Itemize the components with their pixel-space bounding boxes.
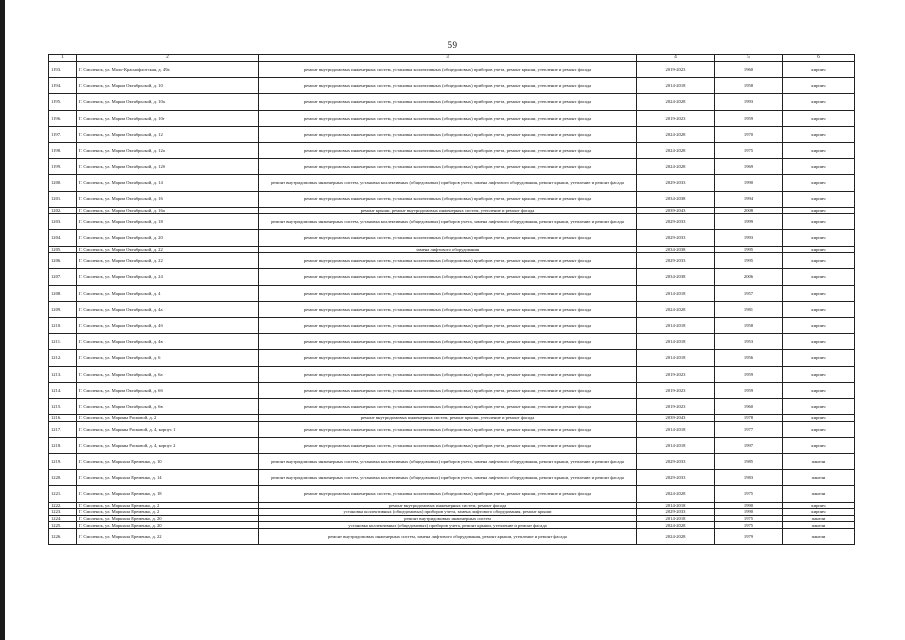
- header-row: [49, 55, 855, 62]
- column-header: 4: [637, 55, 715, 62]
- table-row: [49, 382, 855, 398]
- row-number: 1196.: [49, 110, 77, 126]
- works-cell: ремонт внутридомовых инженерных систем, ремонт фасада: [259, 502, 637, 509]
- address-cell: Г. Смоленск, ул. Марии Октябрьской, д. 10: [77, 78, 259, 94]
- material-cell: кирпич: [783, 246, 855, 253]
- row-number: 1195.: [49, 94, 77, 110]
- row-number: 1193.: [49, 62, 77, 78]
- table-row: [49, 94, 855, 110]
- works-cell: ремонт внутридомовых инженерных систем, установка коллективных (общедомовых) приборов учета, ремонт крыши, утепление и ремонт фасада: [259, 159, 637, 175]
- period-cell: 2019-2023: [637, 110, 715, 126]
- table-row: [49, 207, 855, 214]
- works-cell: установка коллективных (общедомовых) приборов учета, ремонт крыши, утепление и ремонт фасада: [259, 522, 637, 529]
- works-cell: ремонт внутридомовых инженерных систем, установка коллективных (общедомовых) приборов учета, ремонт крыши, утепление и ремонт фасада: [259, 486, 637, 502]
- year-cell: 1959: [715, 110, 783, 126]
- table-row: [49, 301, 855, 317]
- row-number: 1197.: [49, 126, 77, 142]
- period-cell: 2014-2018: [637, 515, 715, 522]
- period-cell: 2014-2018: [637, 334, 715, 350]
- material-cell: панели: [783, 522, 855, 529]
- row-number: 1201.: [49, 191, 77, 207]
- period-cell: 2024-2028: [637, 529, 715, 545]
- row-number: 1208.: [49, 285, 77, 301]
- address-cell: Г. Смоленск, ул. Марины Расковой, д. 4, корпус 2: [77, 437, 259, 453]
- page-number: 59: [447, 40, 458, 50]
- material-cell: панели: [783, 529, 855, 545]
- works-cell: ремонт внутридомовых инженерных систем, установка коллективных (общедомовых) приборов учета, ремонт крыши, утепление и ремонт фасада: [259, 142, 637, 158]
- column-header: 5: [715, 55, 783, 62]
- table-row: [49, 437, 855, 453]
- scan-edge: [0, 0, 5, 640]
- row-number: 1222.: [49, 502, 77, 509]
- material-cell: кирпич: [783, 398, 855, 414]
- year-cell: 1990: [715, 175, 783, 191]
- row-number: 1213.: [49, 366, 77, 382]
- year-cell: 1993: [715, 94, 783, 110]
- address-cell: Г. Смоленск, ул. Марии Октябрьской, д. 16: [77, 191, 259, 207]
- table-row: [49, 269, 855, 285]
- column-header: 3: [259, 55, 637, 62]
- period-cell: 2039-2043: [637, 207, 715, 214]
- row-number: 1223.: [49, 509, 77, 516]
- row-number: 1203.: [49, 214, 77, 230]
- period-cell: 2029-2033: [637, 509, 715, 516]
- table-row: [49, 230, 855, 246]
- table-row: [49, 318, 855, 334]
- period-cell: 2029-2033: [637, 175, 715, 191]
- address-cell: Г. Смоленск, ул. Маршала Еременко, д. 20: [77, 522, 259, 529]
- works-cell: ремонт внутридомовых инженерных систем, установка коллективных (общедомовых) приборов учета, ремонт крыши, утепление и ремонт фасада: [259, 230, 637, 246]
- address-cell: Г. Смоленск, ул. Марии Октябрьской, д. 14: [77, 175, 259, 191]
- works-cell: ремонт внутридомовых инженерных систем, установка коллективных (общедомовых) приборов учета, ремонт крыши, утепление и ремонт фасада: [259, 285, 637, 301]
- table-row: [49, 191, 855, 207]
- material-cell: кирпич: [783, 159, 855, 175]
- year-cell: 1969: [715, 159, 783, 175]
- address-cell: Г. Смоленск, ул. Марии Октябрьской, д. 4: [77, 285, 259, 301]
- row-number: 1220.: [49, 470, 77, 486]
- material-cell: кирпич: [783, 285, 855, 301]
- year-cell: 1997: [715, 437, 783, 453]
- material-cell: кирпич: [783, 78, 855, 94]
- period-cell: 2019-2023: [637, 398, 715, 414]
- column-header: 1: [49, 55, 77, 62]
- address-cell: Г. Смоленск, ул. Марии Октябрьской, д. 22: [77, 253, 259, 269]
- year-cell: 1981: [715, 301, 783, 317]
- period-cell: 2014-2018: [637, 502, 715, 509]
- year-cell: 1958: [715, 78, 783, 94]
- material-cell: кирпич: [783, 318, 855, 334]
- works-cell: ремонт внутридомовых инженерных систем, установка коллективных (общедомовых) приборов учета, замена лифтового оборудования, ремонт крыши, утепление и ремонт фасада: [259, 175, 637, 191]
- address-cell: Г. Смоленск, ул. Марии Октябрьской, д. 4а: [77, 301, 259, 317]
- period-cell: 2034-2038: [637, 246, 715, 253]
- address-cell: Г. Смоленск, ул. Марии Октябрьской, д. 10г: [77, 110, 259, 126]
- row-number: 1205.: [49, 246, 77, 253]
- table-row: [49, 522, 855, 529]
- row-number: 1207.: [49, 269, 77, 285]
- table-row: [49, 285, 855, 301]
- works-cell: ремонт внутридомовых инженерных систем, установка коллективных (общедомовых) приборов учета, ремонт крыши, утепление и ремонт фасада: [259, 191, 637, 207]
- address-cell: Г. Смоленск, ул. Марии Октябрьской, д. 12: [77, 126, 259, 142]
- year-cell: 1970: [715, 126, 783, 142]
- period-cell: 2029-2033: [637, 253, 715, 269]
- table-row: [49, 415, 855, 422]
- works-cell: ремонт внутридомовых инженерных систем, установка коллективных (общедомовых) приборов учета, ремонт крыши, утепление и ремонт фасада: [259, 366, 637, 382]
- year-cell: 1953: [715, 334, 783, 350]
- table-row: [49, 110, 855, 126]
- period-cell: 2024-2028: [637, 94, 715, 110]
- table-row: [49, 398, 855, 414]
- period-cell: 2019-2023: [637, 366, 715, 382]
- period-cell: 2019-2023: [637, 62, 715, 78]
- year-cell: 1999: [715, 214, 783, 230]
- address-cell: Г. Смоленск, ул. Маршала Еременко, д. 2: [77, 509, 259, 516]
- row-number: 1202.: [49, 207, 77, 214]
- period-cell: 2029-2033: [637, 454, 715, 470]
- material-cell: кирпич: [783, 366, 855, 382]
- year-cell: 1990: [715, 509, 783, 516]
- works-cell: ремонт внутридомовых инженерных систем, установка коллективных (общедомовых) приборов учета, ремонт крыши, утепление и ремонт фасада: [259, 421, 637, 437]
- period-cell: 2024-2028: [637, 159, 715, 175]
- table-row: [49, 142, 855, 158]
- period-cell: 2034-2038: [637, 269, 715, 285]
- table-row: [49, 509, 855, 516]
- year-cell: 2008: [715, 207, 783, 214]
- year-cell: 1977: [715, 421, 783, 437]
- works-cell: ремонт внутридомовых инженерных систем, установка коллективных (общедомовых) приборов учета, ремонт крыши, утепление и ремонт фасада: [259, 126, 637, 142]
- row-number: 1210.: [49, 318, 77, 334]
- address-cell: Г. Смоленск, ул. Мало-Краснофлотская, д. 49а: [77, 62, 259, 78]
- year-cell: 1959: [715, 366, 783, 382]
- year-cell: 1975: [715, 486, 783, 502]
- material-cell: панели: [783, 454, 855, 470]
- address-cell: Г. Смоленск, ул. Марии Октябрьской, д. 18: [77, 214, 259, 230]
- address-cell: Г. Смоленск, ул. Марии Октябрьской, д. 4б: [77, 318, 259, 334]
- works-cell: ремонт внутридомовых инженерных систем, установка коллективных (общедомовых) приборов учета, ремонт крыши, утепление и ремонт фасада: [259, 110, 637, 126]
- works-cell: ремонт внутридомовых инженерных систем, установка коллективных (общедомовых) приборов учета, ремонт крыши, утепление и ремонт фасада: [259, 398, 637, 414]
- material-cell: кирпич: [783, 334, 855, 350]
- address-cell: Г. Смоленск, ул. Марии Октябрьской, д. 16а: [77, 207, 259, 214]
- period-cell: 2014-2018: [637, 318, 715, 334]
- material-cell: кирпич: [783, 62, 855, 78]
- row-number: 1211.: [49, 334, 77, 350]
- material-cell: кирпич: [783, 269, 855, 285]
- material-cell: панели: [783, 515, 855, 522]
- period-cell: 2014-2018: [637, 78, 715, 94]
- material-cell: кирпич: [783, 175, 855, 191]
- address-cell: Г. Смоленск, ул. Марии Октябрьской, д. 24: [77, 269, 259, 285]
- works-cell: установка коллективных (общедомовых) приборов учета, замена лифтового оборудования, ремонт крыши: [259, 509, 637, 516]
- year-cell: 1959: [715, 382, 783, 398]
- period-cell: 2024-2028: [637, 522, 715, 529]
- row-number: 1225.: [49, 522, 77, 529]
- table-row: [49, 470, 855, 486]
- table-row: [49, 175, 855, 191]
- period-cell: 2014-2018: [637, 437, 715, 453]
- table-row: [49, 126, 855, 142]
- works-cell: ремонт внутридомовых инженерных систем, установка коллективных (общедомовых) приборов учета, замена лифтового оборудования, ремонт крыши, утепление и ремонт фасада: [259, 214, 637, 230]
- material-cell: кирпич: [783, 301, 855, 317]
- table-row: [49, 515, 855, 522]
- row-number: 1224.: [49, 515, 77, 522]
- works-cell: ремонт внутридомовых инженерных систем, установка коллективных (общедомовых) приборов учета, ремонт крыши, утепление и ремонт фасада: [259, 269, 637, 285]
- year-cell: 1975: [715, 515, 783, 522]
- year-cell: 1958: [715, 318, 783, 334]
- address-cell: Г. Смоленск, ул. Марии Октябрьской, д. 20: [77, 230, 259, 246]
- works-cell: ремонт внутридомовых инженерных систем, установка коллективных (общедомовых) приборов учета, ремонт крыши, утепление и ремонт фасада: [259, 78, 637, 94]
- period-cell: 2029-2033: [637, 214, 715, 230]
- address-cell: Г. Смоленск, ул. Марии Октябрьской, д. 12б: [77, 159, 259, 175]
- period-cell: 2039-2043: [637, 415, 715, 422]
- material-cell: кирпич: [783, 509, 855, 516]
- address-cell: Г. Смоленск, ул. Марии Октябрьской, д. 6а: [77, 366, 259, 382]
- material-cell: кирпич: [783, 191, 855, 207]
- year-cell: 1960: [715, 398, 783, 414]
- address-cell: Г. Смоленск, ул. Марии Октябрьской, д. 22: [77, 246, 259, 253]
- row-number: 1218.: [49, 437, 77, 453]
- period-cell: 2034-2038: [637, 191, 715, 207]
- table-row: [49, 246, 855, 253]
- table-row: [49, 78, 855, 94]
- works-cell: замена лифтового оборудования: [259, 246, 637, 253]
- address-cell: Г. Смоленск, ул. Марины Расковой, д. 4, корпус 1: [77, 421, 259, 437]
- material-cell: кирпич: [783, 142, 855, 158]
- table-row: [49, 366, 855, 382]
- year-cell: 1983: [715, 470, 783, 486]
- material-cell: кирпич: [783, 214, 855, 230]
- material-cell: кирпич: [783, 253, 855, 269]
- period-cell: 2024-2028: [637, 486, 715, 502]
- row-number: 1221.: [49, 486, 77, 502]
- works-cell: ремонт внутридомовых инженерных систем, установка коллективных (общедомовых) приборов учета, ремонт крыши, утепление и ремонт фасада: [259, 94, 637, 110]
- works-cell: ремонт внутридомовых инженерных систем, установка коллективных (общедомовых) приборов учета, ремонт крыши, утепление и ремонт фасада: [259, 301, 637, 317]
- works-cell: ремонт внутридомовых инженерных систем, установка коллективных (общедомовых) приборов учета, ремонт крыши, утепление и ремонт фасада: [259, 382, 637, 398]
- works-cell: ремонт внутридомовых инженерных систем, установка коллективных (общедомовых) приборов учета, замена лифтового оборудования, ремонт крыши, утепление и ремонт фасада: [259, 454, 637, 470]
- year-cell: 1993: [715, 230, 783, 246]
- row-number: 1209.: [49, 301, 77, 317]
- column-header: 2: [77, 55, 259, 62]
- material-cell: кирпич: [783, 350, 855, 366]
- material-cell: панели: [783, 470, 855, 486]
- year-cell: 2006: [715, 269, 783, 285]
- row-number: 1204.: [49, 230, 77, 246]
- period-cell: 2024-2028: [637, 142, 715, 158]
- year-cell: 1985: [715, 454, 783, 470]
- year-cell: 1994: [715, 191, 783, 207]
- year-cell: 1995: [715, 246, 783, 253]
- table-row: [49, 214, 855, 230]
- row-number: 1198.: [49, 142, 77, 158]
- table-row: [49, 159, 855, 175]
- row-number: 1219.: [49, 454, 77, 470]
- works-cell: ремонт внутридомовых инженерных систем, замена лифтового оборудования, ремонт крыши, утепление и ремонт фасада: [259, 529, 637, 545]
- row-number: 1206.: [49, 253, 77, 269]
- row-number: 1194.: [49, 78, 77, 94]
- period-cell: 2014-2018: [637, 421, 715, 437]
- period-cell: 2014-2018: [637, 285, 715, 301]
- works-cell: ремонт крыши, ремонт внутридомовых инженерных систем, утепление и ремонт фасада: [259, 207, 637, 214]
- table-row: [49, 253, 855, 269]
- address-cell: Г. Смоленск, ул. Маршала Еременко, д. 18: [77, 486, 259, 502]
- address-cell: Г. Смоленск, ул. Марины Расковой, д. 2: [77, 415, 259, 422]
- address-cell: Г. Смоленск, ул. Марии Октябрьской, д. 12а: [77, 142, 259, 158]
- row-number: 1212.: [49, 350, 77, 366]
- period-cell: 2029-2033: [637, 230, 715, 246]
- works-cell: ремонт внутридомовых инженерных систем, установка коллективных (общедомовых) приборов учета, ремонт крыши, утепление и ремонт фасада: [259, 62, 637, 78]
- address-cell: Г. Смоленск, ул. Марии Октябрьской, д. 6б: [77, 382, 259, 398]
- table-row: [49, 454, 855, 470]
- works-cell: ремонт внутридомовых инженерных систем, установка коллективных (общедомовых) приборов учета, ремонт крыши, утепление и ремонт фасада: [259, 253, 637, 269]
- address-cell: Г. Смоленск, ул. Маршала Еременко, д. 2: [77, 502, 259, 509]
- material-cell: кирпич: [783, 437, 855, 453]
- row-number: 1216.: [49, 415, 77, 422]
- column-header: 6: [783, 55, 855, 62]
- material-cell: кирпич: [783, 382, 855, 398]
- material-cell: кирпич: [783, 421, 855, 437]
- works-cell: ремонт внутридомовых инженерных систем, установка коллективных (общедомовых) приборов учета, ремонт крыши, утепление и ремонт фасада: [259, 334, 637, 350]
- table-row: [49, 421, 855, 437]
- address-cell: Г. Смоленск, ул. Маршала Еременко, д. 20: [77, 515, 259, 522]
- address-cell: Г. Смоленск, ул. Маршала Еременко, д. 22: [77, 529, 259, 545]
- period-cell: 2014-2018: [637, 350, 715, 366]
- table-row: [49, 502, 855, 509]
- period-cell: 2029-2033: [637, 470, 715, 486]
- address-cell: Г. Смоленск, ул. Марии Октябрьской, д. 6: [77, 350, 259, 366]
- works-cell: ремонт внутридомовых инженерных систем, ремонт крыши, утепление и ремонт фасада: [259, 415, 637, 422]
- works-cell: ремонт внутридомовых инженерных систем, установка коллективных (общедомовых) приборов учета, замена лифтового оборудования, ремонт крыши, утепление и ремонт фасада: [259, 470, 637, 486]
- period-cell: 2024-2028: [637, 301, 715, 317]
- table-row: [49, 334, 855, 350]
- address-cell: Г. Смоленск, ул. Марии Октябрьской, д. 4в: [77, 334, 259, 350]
- year-cell: 1990: [715, 502, 783, 509]
- address-cell: Г. Смоленск, ул. Марии Октябрьской, д. 10а: [77, 94, 259, 110]
- row-number: 1200.: [49, 175, 77, 191]
- table-row: [49, 350, 855, 366]
- works-cell: ремонт внутридомовых инженерных систем: [259, 515, 637, 522]
- address-cell: Г. Смоленск, ул. Марии Октябрьской, д. 6в: [77, 398, 259, 414]
- year-cell: 1978: [715, 415, 783, 422]
- year-cell: 1960: [715, 62, 783, 78]
- address-cell: Г. Смоленск, ул. Маршала Еременко, д. 14: [77, 470, 259, 486]
- material-cell: кирпич: [783, 230, 855, 246]
- year-cell: 1956: [715, 350, 783, 366]
- row-number: 1214.: [49, 382, 77, 398]
- row-number: 1226.: [49, 529, 77, 545]
- material-cell: кирпич: [783, 502, 855, 509]
- material-cell: кирпич: [783, 415, 855, 422]
- year-cell: 1995: [715, 253, 783, 269]
- row-number: 1199.: [49, 159, 77, 175]
- works-cell: ремонт внутридомовых инженерных систем, установка коллективных (общедомовых) приборов учета, ремонт крыши, утепление и ремонт фасада: [259, 350, 637, 366]
- material-cell: кирпич: [783, 126, 855, 142]
- table-row: [49, 529, 855, 545]
- period-cell: 2024-2028: [637, 126, 715, 142]
- row-number: 1217.: [49, 421, 77, 437]
- material-cell: кирпич: [783, 110, 855, 126]
- works-cell: ремонт внутридомовых инженерных систем, установка коллективных (общедомовых) приборов учета, ремонт крыши, утепление и ремонт фасада: [259, 318, 637, 334]
- table-row: [49, 486, 855, 502]
- year-cell: 1975: [715, 522, 783, 529]
- material-cell: кирпич: [783, 207, 855, 214]
- register-table: [48, 54, 855, 545]
- material-cell: панели: [783, 486, 855, 502]
- year-cell: 1979: [715, 529, 783, 545]
- year-cell: 1957: [715, 285, 783, 301]
- material-cell: кирпич: [783, 94, 855, 110]
- works-cell: ремонт внутридомовых инженерных систем, установка коллективных (общедомовых) приборов учета, ремонт крыши, утепление и ремонт фасада: [259, 437, 637, 453]
- address-cell: Г. Смоленск, ул. Маршала Еременко, д. 10: [77, 454, 259, 470]
- table-row: [49, 62, 855, 78]
- year-cell: 1975: [715, 142, 783, 158]
- period-cell: 2019-2023: [637, 382, 715, 398]
- row-number: 1215.: [49, 398, 77, 414]
